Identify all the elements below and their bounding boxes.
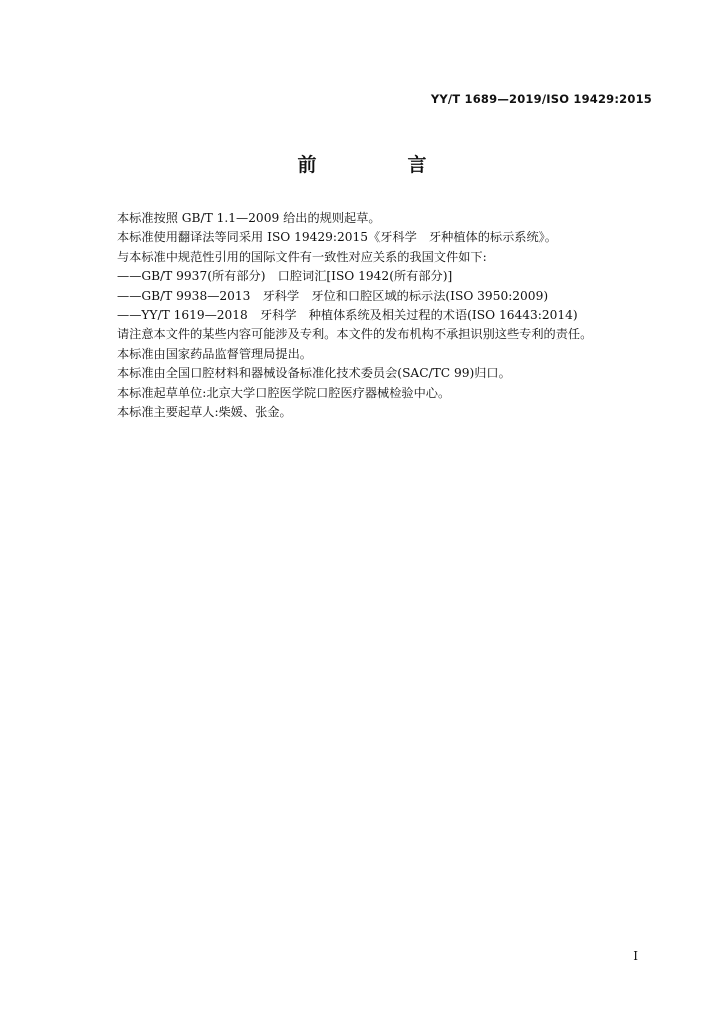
- foreword-body: [117, 209, 677, 422]
- foreword-line: 本标准由国家药品监督管理局提出。: [117, 346, 312, 361]
- foreword-line: 与本标准中规范性引用的国际文件有一致性对应关系的我国文件如下:: [117, 249, 487, 264]
- foreword-line: ——GB/T 9937(所有部分) 口腔词汇[ISO 1942(所有部分)]: [117, 269, 453, 284]
- foreword-line: ——GB/T 9938—2013 牙科学 牙位和口腔区域的标示法(ISO 3950:2009): [117, 288, 549, 303]
- foreword-line: ——YY/T 1619—2018 牙科学 种植体系统及相关过程的术语(ISO 16443:2014): [117, 307, 578, 322]
- foreword-line: 本标准使用翻译法等同采用 ISO 19429:2015《牙科学 牙种植体的标示系统》。: [117, 230, 557, 245]
- foreword-line: 本标准主要起草人:柴媛、张金。: [117, 404, 292, 419]
- page-number: I: [633, 949, 638, 963]
- page-title: 前 言: [297, 154, 463, 176]
- standard-code-header: YY/T 1689—2019/ISO 19429:2015: [430, 92, 652, 106]
- foreword-line: 本标准由全国口腔材料和器械设备标准化技术委员会(SAC/TC 99)归口。: [117, 366, 511, 381]
- foreword-line: 本标准起草单位:北京大学口腔医学院口腔医疗器械检验中心。: [117, 385, 451, 400]
- foreword-line: 本标准按照 GB/T 1.1—2009 给出的规则起草。: [117, 211, 381, 225]
- foreword-line: 请注意本文件的某些内容可能涉及专利。本文件的发布机构不承担识别这些专利的责任。: [117, 327, 593, 342]
